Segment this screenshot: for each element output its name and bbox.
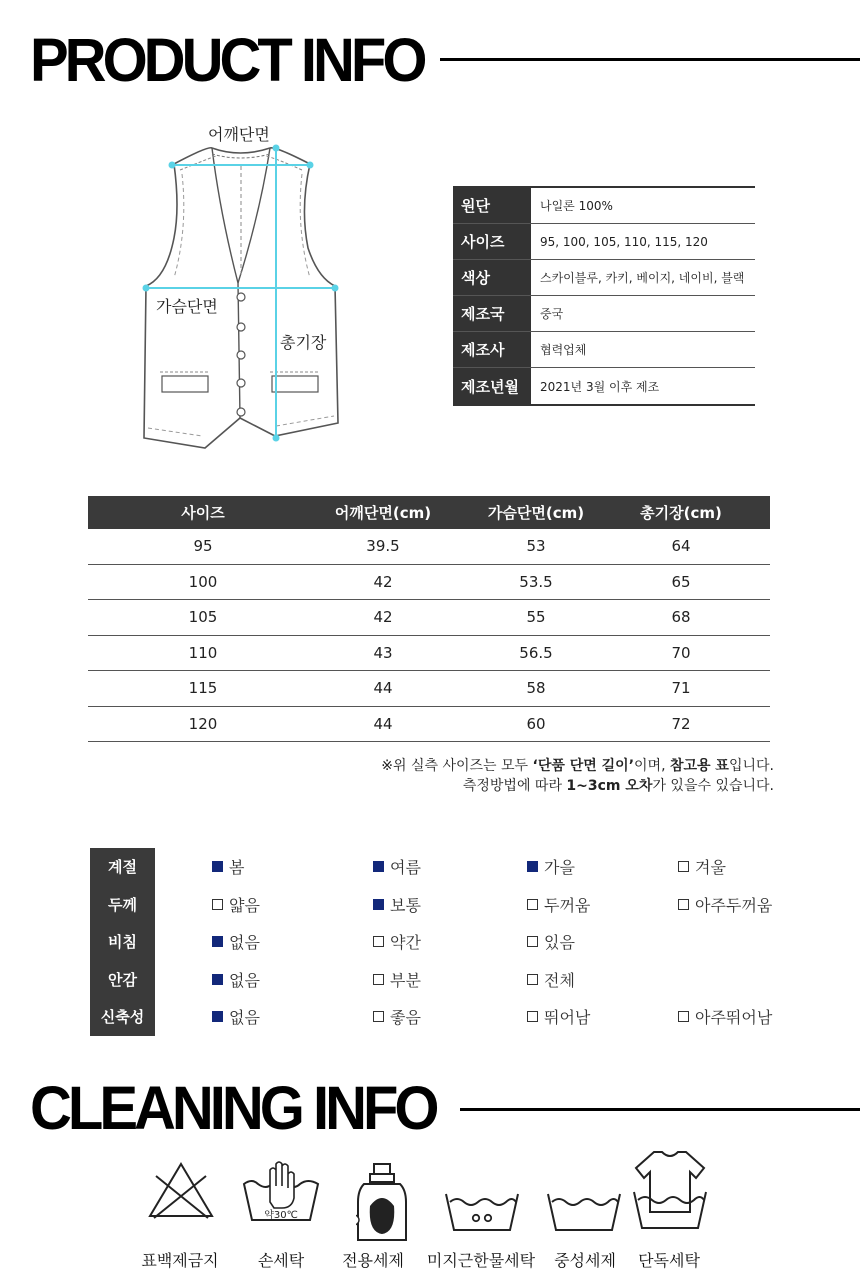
unchecked-box-icon [212, 899, 223, 910]
note-emphasis: 1~3cm 오차 [566, 778, 653, 794]
checked-box-icon [212, 974, 223, 985]
spec-value: 협력업체 [540, 343, 587, 357]
header-chest: 가슴단면(cm) [487, 504, 585, 522]
table-row [88, 565, 770, 601]
attribute-option [527, 923, 575, 961]
attribute-option [527, 848, 575, 886]
product-info-heading: PRODUCT INFO [30, 26, 424, 95]
spec-key: 색상 [453, 260, 531, 295]
attribute-row [90, 998, 790, 1036]
attribute-grid [90, 848, 790, 1036]
attribute-row [90, 961, 790, 999]
attribute-option [678, 848, 726, 886]
table-cell: 71 [671, 679, 691, 698]
detergent-bottle-icon [356, 1162, 408, 1244]
spec-row [453, 296, 755, 332]
attribute-option [678, 998, 772, 1036]
option-label: 가을 [544, 858, 575, 878]
spec-value: 나일론 100% [540, 199, 613, 213]
table-cell: 44 [373, 714, 393, 733]
table-row [88, 707, 770, 743]
care-label-lukewarm: 미지근한물세탁 [426, 1251, 536, 1270]
hand-wash-icon [242, 1158, 320, 1228]
option-label: 부분 [390, 970, 421, 990]
option-label: 뛰어남 [544, 1008, 591, 1028]
table-cell: 60 [526, 714, 546, 733]
header-shoulder: 어깨단면(cm) [334, 504, 432, 522]
attribute-option [373, 998, 421, 1036]
note-text: 이며, [634, 758, 670, 774]
attribute-option [373, 848, 421, 886]
length-label: 총기장 [278, 330, 328, 353]
attribute-row [90, 886, 790, 924]
attribute-option [212, 961, 260, 999]
attribute-key: 두께 [90, 886, 155, 924]
attribute-option [212, 886, 260, 924]
option-label: 없음 [229, 933, 260, 953]
unchecked-box-icon [527, 899, 538, 910]
spec-key: 사이즈 [453, 224, 531, 259]
spec-value: 중국 [540, 307, 564, 321]
note-emphasis: ‘단품 단면 길이’ [532, 758, 635, 774]
header-length: 총기장(cm) [640, 504, 722, 522]
option-label: 없음 [229, 970, 260, 990]
size-table-header [88, 496, 770, 529]
cleaning-info-heading: CLEANING INFO [30, 1074, 436, 1143]
vest-illustration [130, 118, 370, 458]
unchecked-box-icon [678, 861, 689, 872]
option-label: 아주두꺼움 [695, 895, 773, 915]
care-label-neutral: 중성세제 [554, 1251, 616, 1270]
vest-icon [130, 118, 370, 458]
note-text: 가 있을수 있습니다. [652, 778, 774, 794]
table-cell: 55 [526, 608, 546, 627]
unchecked-box-icon [527, 936, 538, 947]
spec-key: 제조국 [453, 296, 531, 331]
spec-value: 스카이블루, 카키, 베이지, 네이비, 블랙 [540, 271, 745, 285]
spec-row [453, 332, 755, 368]
table-row [88, 529, 770, 565]
attribute-row [90, 923, 790, 961]
spec-key: 원단 [453, 188, 531, 223]
table-cell: 44 [373, 679, 393, 698]
attribute-option [678, 886, 772, 924]
note-emphasis: 참고용 표 [669, 758, 729, 774]
table-cell: 72 [671, 714, 691, 733]
lukewarm-wash-icon [444, 1184, 520, 1238]
option-label: 없음 [229, 1008, 260, 1028]
table-cell: 56.5 [519, 643, 553, 662]
spec-row [453, 368, 755, 404]
attribute-key: 비침 [90, 923, 155, 961]
table-row [88, 600, 770, 636]
unchecked-box-icon [527, 974, 538, 985]
size-table [88, 496, 770, 742]
table-cell: 53 [526, 537, 546, 556]
attribute-option [527, 998, 590, 1036]
spec-row [453, 260, 755, 296]
note-text: 입니다. [728, 758, 774, 774]
attribute-option [373, 886, 421, 924]
neutral-detergent-icon [546, 1184, 622, 1238]
table-row [88, 636, 770, 672]
checked-box-icon [212, 936, 223, 947]
attribute-row [90, 848, 790, 886]
table-cell: 95 [193, 537, 213, 556]
checked-box-icon [373, 861, 384, 872]
attribute-option [527, 961, 575, 999]
table-cell: 65 [671, 572, 691, 591]
svg-text:약30℃: 약30℃ [264, 1210, 298, 1221]
attribute-option [212, 923, 260, 961]
attribute-option [212, 998, 260, 1036]
spec-key: 제조년월 [453, 368, 531, 404]
table-cell: 58 [526, 679, 546, 698]
unchecked-box-icon [527, 1011, 538, 1022]
option-label: 겨울 [695, 858, 726, 878]
attribute-key: 안감 [90, 961, 155, 999]
option-label: 봄 [229, 858, 245, 878]
table-cell: 53.5 [519, 572, 553, 591]
unchecked-box-icon [678, 1011, 689, 1022]
care-label-hand-wash: 손세탁 [257, 1251, 305, 1270]
option-label: 여름 [390, 858, 421, 878]
note-text: ※위 실측 사이즈는 모두 [381, 758, 533, 774]
option-label: 두꺼움 [544, 895, 591, 915]
table-cell: 100 [188, 572, 218, 591]
heading-rule [440, 58, 860, 61]
option-label: 전체 [544, 970, 575, 990]
spec-value: 95, 100, 105, 110, 115, 120 [540, 234, 708, 249]
table-row [88, 671, 770, 707]
unchecked-box-icon [678, 899, 689, 910]
option-label: 있음 [544, 933, 575, 953]
checked-box-icon [212, 861, 223, 872]
separate-wash-icon [632, 1148, 708, 1236]
table-cell: 120 [188, 714, 218, 733]
spec-key: 제조사 [453, 332, 531, 367]
table-cell: 115 [188, 679, 218, 698]
unchecked-box-icon [373, 974, 384, 985]
option-label: 얇음 [229, 895, 260, 915]
unchecked-box-icon [373, 936, 384, 947]
attribute-option [527, 886, 590, 924]
care-label-separate: 단독세탁 [638, 1251, 700, 1270]
care-label-no-bleach: 표백제금지 [141, 1251, 219, 1270]
unchecked-box-icon [373, 1011, 384, 1022]
attribute-option [373, 923, 421, 961]
attribute-key: 신축성 [90, 998, 155, 1036]
no-bleach-icon [146, 1158, 216, 1222]
table-cell: 43 [373, 643, 393, 662]
care-label-detergent: 전용세제 [342, 1251, 404, 1270]
option-label: 약간 [390, 933, 421, 953]
spec-table [453, 186, 755, 406]
option-label: 아주뛰어남 [695, 1008, 773, 1028]
table-cell: 68 [671, 608, 691, 627]
table-cell: 39.5 [366, 537, 400, 556]
spec-row [453, 188, 755, 224]
chest-label: 가슴단면 [154, 294, 220, 317]
table-cell: 105 [188, 608, 218, 627]
size-note [381, 756, 774, 796]
checked-box-icon [373, 899, 384, 910]
note-text: 측정방법에 따라 [462, 778, 567, 794]
checked-box-icon [527, 861, 538, 872]
spec-value: 2021년 3월 이후 제조 [540, 379, 660, 394]
table-cell: 70 [671, 643, 691, 662]
option-label: 좋음 [390, 1008, 421, 1028]
table-cell: 110 [188, 643, 218, 662]
attribute-option [212, 848, 244, 886]
checked-box-icon [212, 1011, 223, 1022]
table-cell: 42 [373, 608, 393, 627]
table-cell: 64 [671, 537, 691, 556]
attribute-key: 계절 [90, 848, 155, 886]
table-cell: 42 [373, 572, 393, 591]
option-label: 보통 [390, 895, 421, 915]
header-size: 사이즈 [181, 504, 225, 522]
heading-rule [460, 1108, 860, 1111]
attribute-option [373, 961, 421, 999]
shoulder-label: 어깨단면 [206, 122, 272, 145]
spec-row [453, 224, 755, 260]
